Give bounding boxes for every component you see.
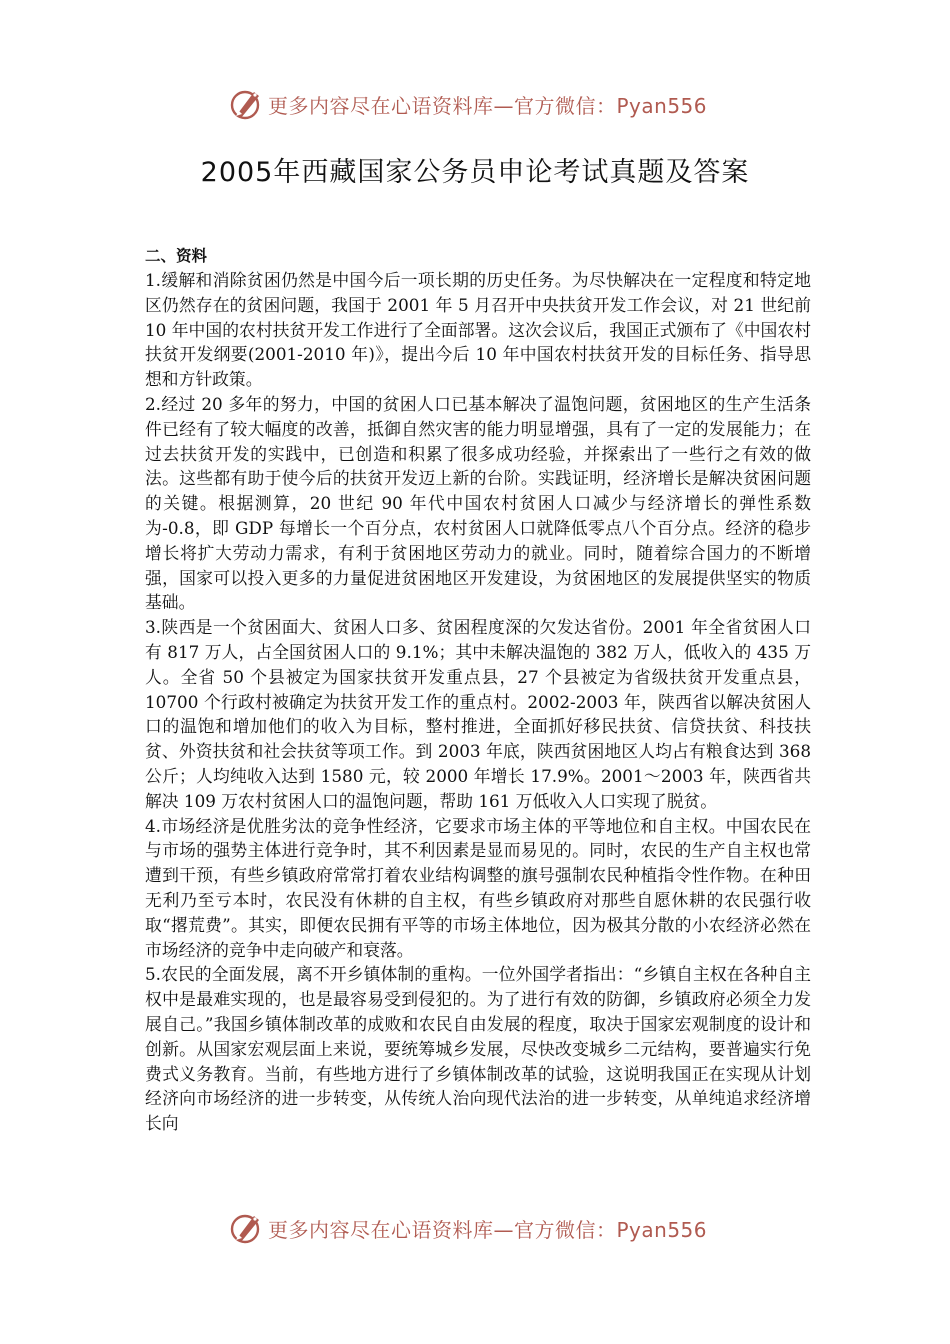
header-banner-text: 更多内容尽在心语资料库—官方微信：Pyan556 [268, 93, 708, 118]
footer-banner [228, 1208, 707, 1248]
document-title: 2005年西藏国家公务员申论考试真题及答案 [200, 157, 750, 188]
paragraph-5: 5.农民的全面发展，离不开乡镇体制的重构。一位外国学者指出：“乡镇自主权在各种自主权中是最难实现的，也是最容易受到侵犯的。为了进行有效的防御，乡镇政府必须全力发展自己。”我国乡镇体制改革的成败和农民自由发展的程度，取决于国家宏观制度的设计和创新。从国家宏观层面上来说，要统筹城乡发展，尽快改变城乡二元结构，要普遍实行免费式义务教育。当前，有些地方进行了乡镇体制改革的试验，这说明我国正在实现从计划经济向市场经济的进一步转变，从传统人治向现代法治的进一步转变，从单纯追求经济增长向 [145, 964, 811, 1134]
section-heading: 二、资料 [145, 247, 208, 265]
pen-nib-logo-icon [228, 86, 264, 122]
paragraph-1: 1.缓解和消除贫困仍然是中国今后一项长期的历史任务。为尽快解决在一定程度和特定地区仍然存在的贫困问题，我国于 2001 年 5 月召开中央扶贫开发工作会议，对 21 世纪前 10 年中国的农村扶贫开发工作进行了全面部署。这次会议后，我国正式颁布了《中国农村扶贫开发纲要(2001-2010 年)》，提出今后 10 年中国农村扶贫开发的目标任务、指导思想和方针政策。 [145, 270, 811, 390]
pen-nib-logo-icon [228, 1210, 264, 1246]
paragraph-2: 2.经过 20 多年的努力，中国的贫困人口已基本解决了温饱问题，贫困地区的生产生活条件已经有了较大幅度的改善，抵御自然灾害的能力明显增强，具有了一定的发展能力；在过去扶贫开发的实践中，已创造和积累了很多成功经验，并探索出了一些行之有效的做法。这些都有助于使今后的扶贫开发迈上新的台阶。实践证明，经济增长是解决贫困问题的关键。根据测算，20 世纪 90 年代中国农村贫困人口减少与经济增长的弹性系数为-0.8，即 GDP 每增长一个百分点，农村贫困人口就降低零点八个百分点。经济的稳步增长将扩大劳动力需求，有利于贫困地区劳动力的就业。同时，随着综合国力的不断增强，国家可以投入更多的力量促进贫困地区开发建设，为贫困地区的发展提供坚实的物质基础。 [145, 393, 811, 613]
paragraph-4: 4.市场经济是优胜劣汰的竞争性经济，它要求市场主体的平等地位和自主权。中国农民在与市场的强势主体进行竞争时，其不利因素是显而易见的。同时，农民的生产自主权也常遭到干预，有些乡镇政府常常打着农业结构调整的旗号强制农民种植指令性作物。在种田无利乃至亏本时，农民没有休耕的自主权，有些乡镇政府对那些自愿休耕的农民强行收取“撂荒费”。其实，即便农民拥有平等的市场主体地位，因为极其分散的小农经济必然在市场经济的竞争中走向破产和衰落。 [145, 815, 811, 960]
document-body [145, 244, 811, 1136]
footer-banner-text: 更多内容尽在心语资料库—官方微信：Pyan556 [268, 1217, 708, 1242]
paragraph-3: 3.陕西是一个贫困面大、贫困人口多、贫困程度深的欠发达省份。2001 年全省贫困人口有 817 万人，占全国贫困人口的 9.1%；其中未解决温饱的 382 万人，低收入的 435 万人。全省 50 个县被定为国家扶贫开发重点县，27 个县被定为省级扶贫开发重点县，10700 个行政村被确定为扶贫开发工作的重点村。2002-2003 年，陕西省以解决贫困人口的温饱和增加他们的收入为目标，整村推进，全面抓好移民扶贫、信贷扶贫、科技扶贫、外资扶贫和社会扶贫等项工作。到 2003 年底，陕西贫困地区人均占有粮食达到 368 公斤；人均纯收入达到 1580 元，较 2000 年增长 17.9%。2001～2003 年，陕西省共解决 109 万农村贫困人口的温饱问题，帮助 161 万低收入人口实现了脱贫。 [145, 617, 811, 811]
header-banner [228, 84, 707, 124]
